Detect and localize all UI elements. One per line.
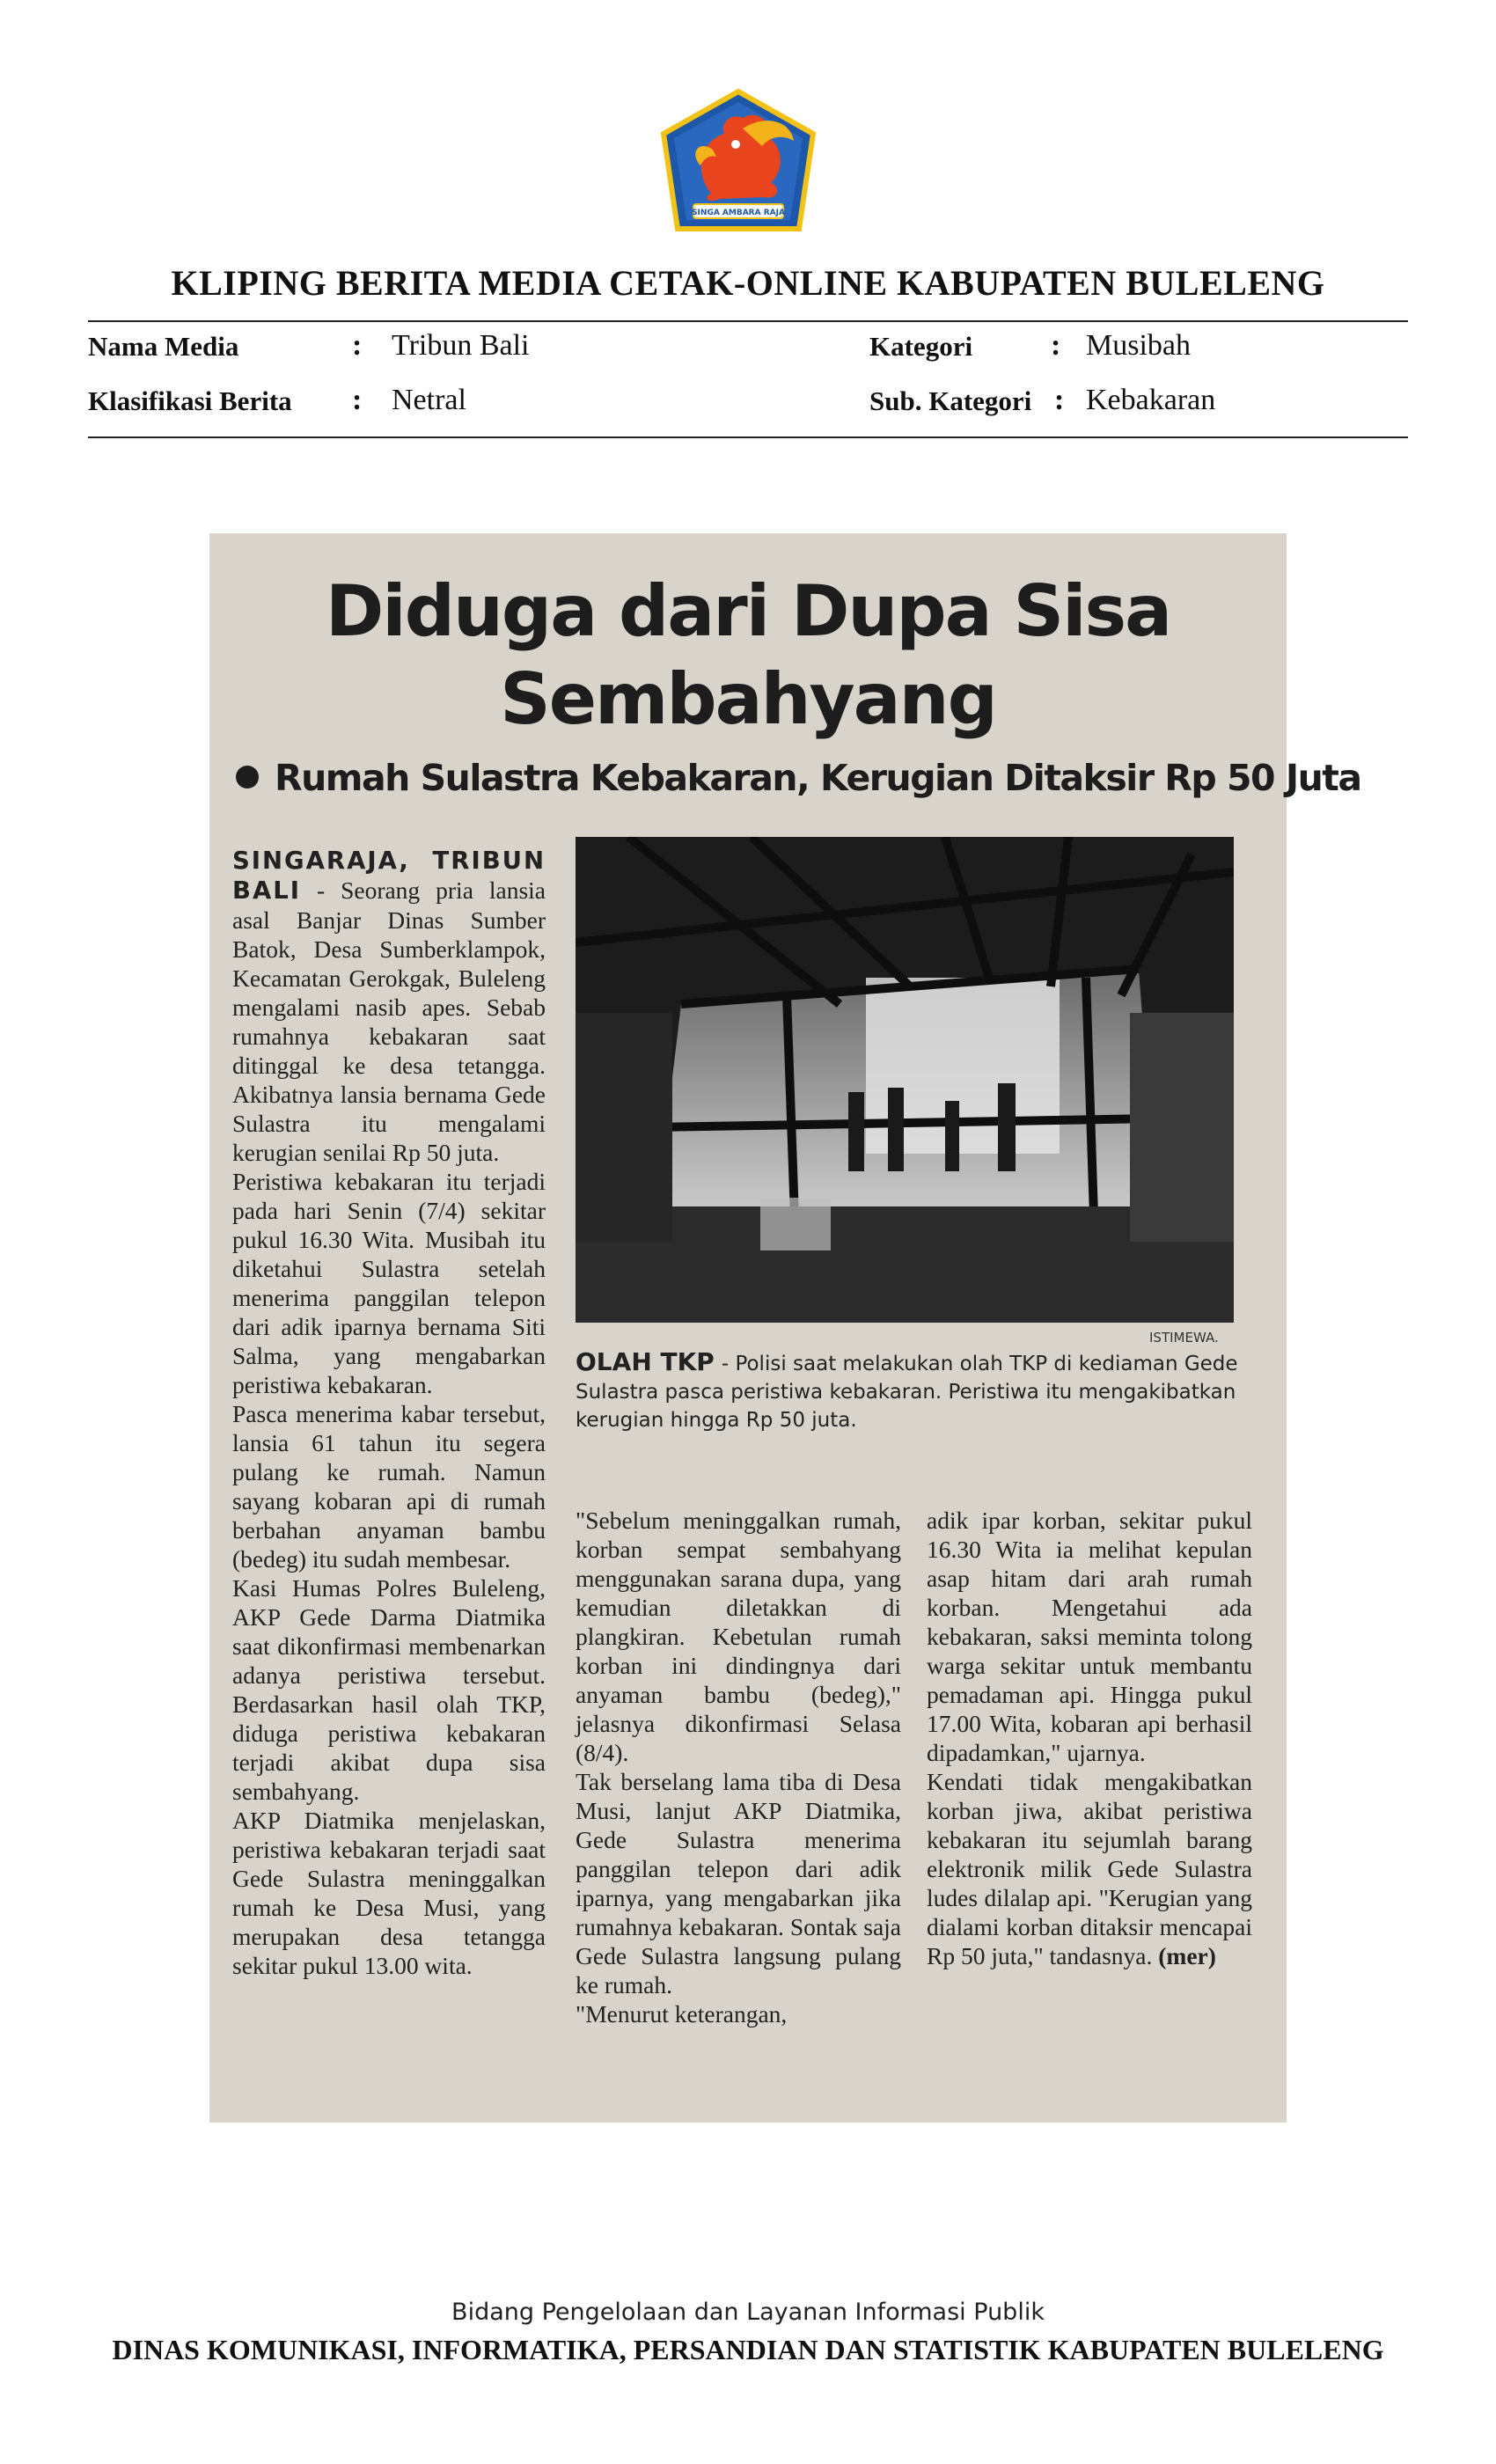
meta-colon: :: [352, 384, 363, 416]
subheadline-text: Rumah Sulastra Kebakaran, Kerugian Ditaksir Rp 50 Juta: [275, 757, 1361, 799]
bullet-icon: [236, 766, 259, 788]
document-title: KLIPING BERITA MEDIA CETAK-ONLINE KABUPATEN BULELENG: [171, 263, 1325, 303]
meta-value: Netral: [392, 384, 466, 416]
column-1-body: Peristiwa kebakaran itu terjadi pada hari Senin (7/4) sekitar pukul 16.30 Wita. Musibah itu diketahui Sulastra setelah menerima panggilan telepon dari adik iparnya bernama Siti Salma, yang mengabarkan peristiwa kebakaran. Pasca menerima kabar tersebut, lansia 61 tahun itu segera pulang ke rumah. Namun sayang kobaran api di rumah berbahan anyaman bambu (bedeg) itu sudah membesar. Kasi Humas Polres Buleleng, AKP Gede Darma Diatmika saat dikonfirmasi membenarkan adanya peristiwa tersebut. Berdasarkan hasil olah TKP, diduga peristiwa kebakaran terjadi akibat dupa sisa sembahyang. AKP Diatmika menjelaskan, peristiwa kebakaran terjadi saat Gede Sulastra meninggalkan rumah ke Desa Musi, yang merupakan desa tetangga sekitar pukul 13.00 wita.: [232, 1168, 546, 1979]
news-clipping: [209, 533, 1361, 2123]
meta-sub-kategori: [869, 384, 1397, 428]
caption-text: - Polisi saat melakukan olah TKP di kediaman Gede Sulastra pasca peristiwa kebakaran. Peristiwa itu mengakibatkan kerugian hingga Rp 50 juta.: [576, 1353, 1238, 1432]
column-3-body: adik ipar korban, sekitar pukul 16.30 Wita ia melihat kepulan asap hitam dari arah rumah korban. Mengetahui ada kebakaran, saksi meminta tolong warga sekitar untuk membantu pemadaman api. Hingga pukul 17.00 Wita, kobaran api berhasil dipadamkan," ujarnya. Kendati tidak mengakibatkan korban jiwa, akibat peristiwa kebakaran itu sejumlah barang elektronik milik Gede Sulastra ludes dilalap api. "Kerugian yang dialami korban ditaksir mencapai Rp 50 juta," tandasnya.: [927, 1507, 1252, 1969]
meta-label: Kategori: [869, 331, 973, 362]
photo-caption: [576, 1348, 1253, 1434]
logo-text: SINGA AMBARA RAJA: [692, 209, 785, 217]
meta-colon: :: [1051, 329, 1061, 362]
footer-department: Bidang Pengelolaan dan Layanan Informasi Publik: [451, 2299, 1045, 2326]
caption-label: OLAH TKP: [576, 1347, 715, 1376]
singa-ambara-raja-crest-icon: [658, 88, 818, 234]
article-column-2: "Sebelum meninggalkan rumah, korban sempat sembahyang menggunakan sarana dupa, yang kemudian diletakkan di plangkiran. Kebetulan rumah korban ini dindingnya dari anyaman bambu (bedeg)," jelasnya dikonfirmasi Selasa (8/4). Tak berselang lama tiba di Desa Musi, lanjut AKP Diatmika, Gede Sulastra menerima panggilan telepon dari adik iparnya, yang mengabarkan jika rumahnya kebakaran. Sontak saja Gede Sulastra langsung pulang ke rumah. "Menurut keterangan,: [576, 1507, 901, 2028]
meta-value: Tribun Bali: [392, 329, 530, 362]
article-column-3: [927, 1506, 1252, 1970]
subheadline: [236, 757, 1361, 799]
top-divider: [88, 320, 1408, 322]
meta-label: Nama Media: [88, 331, 239, 362]
headline-line-2: Sembahyang: [500, 658, 996, 740]
author-signature: (mer): [1158, 1942, 1216, 1969]
meta-label: Sub. Kategori: [869, 385, 1032, 416]
bottom-divider: [88, 436, 1408, 438]
meta-kategori: [869, 329, 1397, 373]
meta-colon: :: [1054, 384, 1065, 416]
news-photo: [576, 837, 1234, 1323]
burnt-house-photo-icon: [576, 837, 1234, 1323]
photo-credit: ISTIMEWA.: [1149, 1330, 1219, 1346]
dateline: SINGARAJA, TRIBUN BALI: [232, 847, 546, 905]
lead-paragraph: - Seorang pria lansia asal Banjar Dinas Sumber Batok, Desa Sumberklampok, Kecamatan Gerokgak, Buleleng mengalami nasib apes. Sebab rumahnya kebakaran saat ditinggal ke desa tetangga. Akibatnya lansia bernama Gede Sulastra itu mengalami kerugian senilai Rp 50 juta.: [232, 876, 546, 1166]
headline-line-1: Diduga dari Dupa Sisa: [325, 570, 1171, 652]
meta-label: Klasifikasi Berita: [88, 385, 292, 416]
article-column-1: [232, 846, 546, 1980]
meta-value: Musibah: [1086, 329, 1191, 362]
footer-agency: DINAS KOMUNIKASI, INFORMATIKA, PERSANDIAN DAN STATISTIK KABUPATEN BULELENG: [112, 2334, 1384, 2365]
meta-nama-media: [88, 329, 704, 373]
meta-klasifikasi: [88, 384, 704, 428]
meta-colon: :: [352, 329, 363, 362]
meta-value: Kebakaran: [1086, 384, 1216, 416]
